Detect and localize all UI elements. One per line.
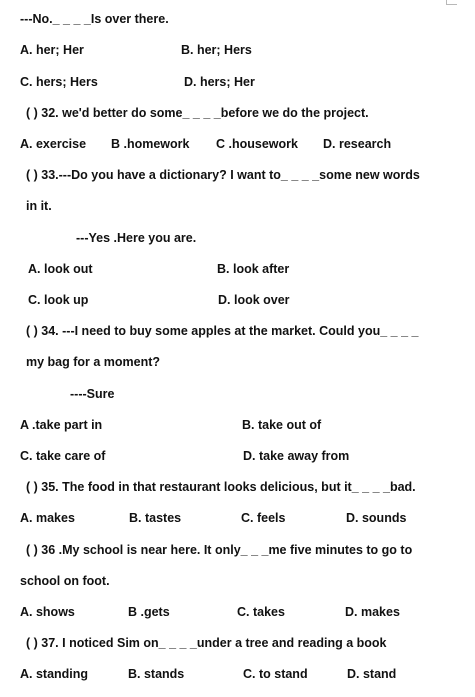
q31-stem: ---No._ _ _ _Is over there.	[20, 12, 169, 26]
q32-option-d: D. research	[323, 137, 392, 151]
q37-stem: ( ) 37. I noticed Sim on_ _ _ _under a tree and reading a book	[26, 636, 387, 650]
q33-option-b: B. look after	[217, 262, 290, 276]
q31-option-d: D. hers; Her	[184, 75, 255, 89]
q33-stem-line2: in it.	[26, 199, 52, 213]
q35-stem: ( ) 35. The food in that restaurant looks delicious, but it_ _ _ _bad.	[26, 480, 416, 494]
q32-option-b: B .homework	[111, 137, 190, 151]
q35-option-c: C. feels	[241, 511, 286, 525]
q31-option-b: B. her; Hers	[181, 43, 252, 57]
q33-option-a: A. look out	[28, 262, 93, 276]
q34-option-b: B. take out of	[242, 418, 322, 432]
q35-option-a: A. makes	[20, 511, 75, 525]
q32-option-c: C .housework	[216, 137, 298, 151]
q34-stem-line1: ( ) 34. ---I need to buy some apples at the market. Could you_ _ _ _	[26, 324, 419, 338]
q31-option-a: A. her; Her	[20, 43, 84, 57]
q34-stem-line2: my bag for a moment?	[26, 355, 161, 369]
q36-stem-line2: school on foot.	[20, 574, 110, 588]
q36-option-a: A. shows	[20, 605, 75, 619]
q31-option-c: C. hers; Hers	[20, 75, 98, 89]
q36-option-b: B .gets	[128, 605, 170, 619]
q37-option-a: A. standing	[20, 667, 89, 681]
q32-option-a: A. exercise	[20, 137, 87, 151]
q37-option-c: C. to stand	[243, 667, 308, 681]
q36-stem-line1: ( ) 36 .My school is near here. It only_ _ _me five minutes to go to	[26, 543, 413, 557]
q34-option-a: A .take part in	[20, 418, 103, 432]
q34-option-c: C. take care of	[20, 449, 106, 463]
q35-option-d: D. sounds	[346, 511, 407, 525]
q36-option-c: C. takes	[237, 605, 285, 619]
q32-stem: ( ) 32. we'd better do some_ _ _ _before we do the project.	[26, 106, 369, 120]
q33-option-d: D. look over	[218, 293, 290, 307]
q33-stem-line1: ( ) 33.---Do you have a dictionary? I want to_ _ _ _some new words	[26, 168, 420, 182]
q34-option-d: D. take away from	[243, 449, 350, 463]
page-corner-mark	[446, 0, 457, 5]
q33-reply: ---Yes .Here you are.	[76, 231, 197, 245]
q36-option-d: D. makes	[345, 605, 400, 619]
q35-option-b: B. tastes	[129, 511, 182, 525]
q34-reply: ----Sure	[70, 387, 115, 401]
q37-option-b: B. stands	[128, 667, 185, 681]
q33-option-c: C. look up	[28, 293, 89, 307]
q37-option-d: D. stand	[347, 667, 397, 681]
